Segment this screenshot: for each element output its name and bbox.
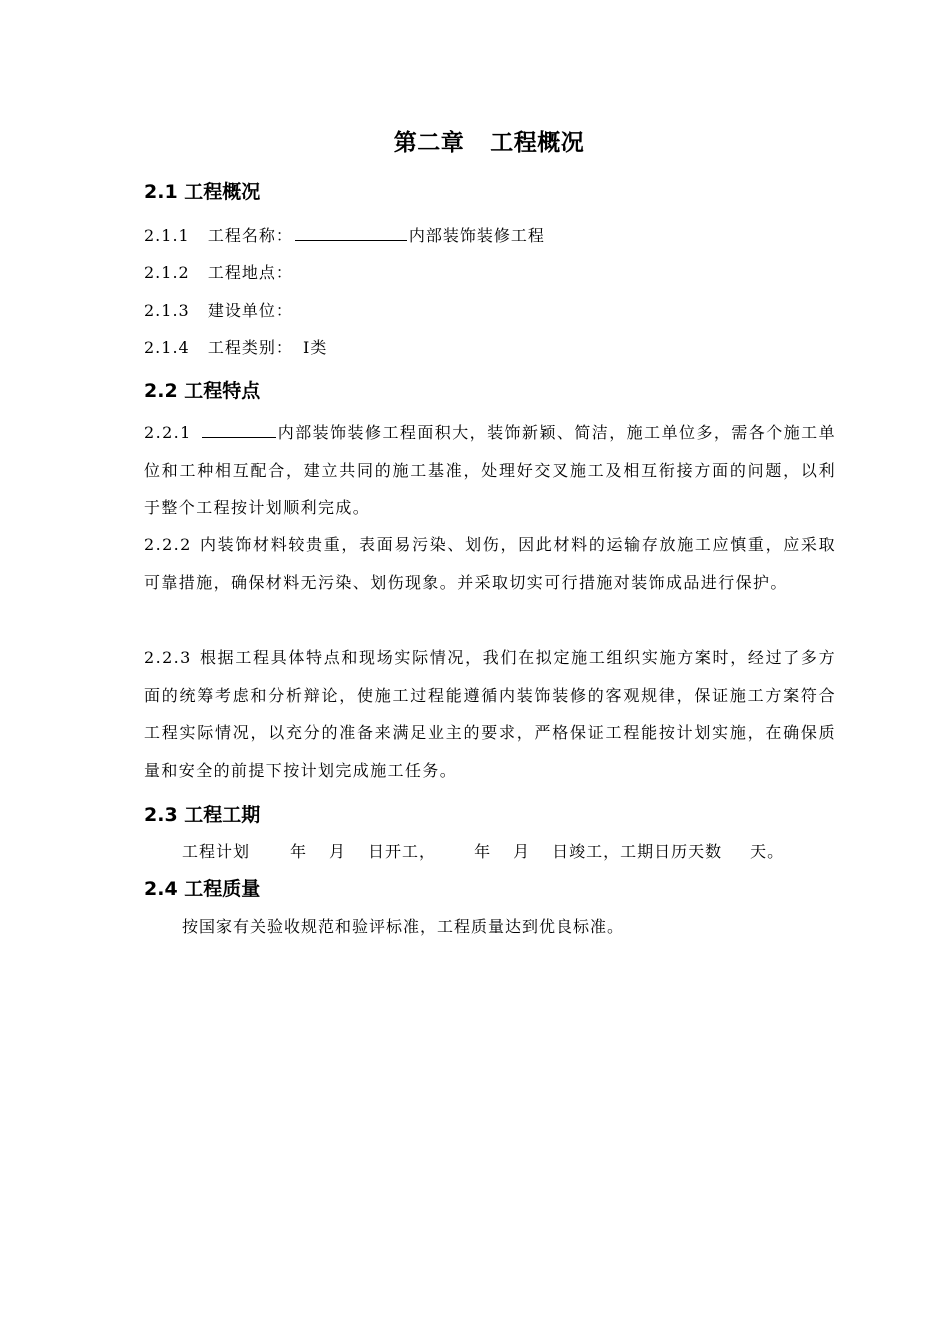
section-2-1-heading: 2.1 工程概况 [144,181,261,203]
item-2-1-3 [144,298,293,321]
item-label: 工程类别： [207,338,293,357]
start-year-label: 年 [290,842,308,861]
project-category-value: Ⅰ类 [303,338,328,357]
chapter-title [0,124,950,157]
item-2-1-2 [144,260,293,283]
item-number: 2.1.3 [144,301,190,320]
section-2-4-heading: 2.4 工程质量 [144,878,261,900]
section-2-3-heading: 2.3 工程工期 [144,804,261,826]
days-unit: 天。 [750,842,785,861]
blank-underline [295,225,407,241]
start-month-label: 月 [329,842,347,861]
item-number: 2.1.1 [144,226,190,245]
blank-underline [202,422,276,438]
end-month-label: 月 [513,842,531,861]
paragraph-text: 根据工程具体特点和现场实际情况，我们在拟定施工组织实施方案时，经过了多方面的统筹考虑和分析辩论，使施工过程能遵循内装饰装修的客观规律，保证施工方案符合工程实际情况，以充分的准备来满足业主的要求，严格保证工程能按计划实施，在确保质量和安全的前提下按计划完成施工任务。 [144,648,836,780]
project-name-value: 内部装饰装修工程 [408,226,545,245]
paragraph-text: 内装饰材料较贵重，表面易污染、划伤，因此材料的运输存放施工应慎重，应采取可靠措施，确保材料无污染、划伤现象。并采取切实可行措施对装饰成品进行保护。 [144,535,836,592]
section-2-2-heading: 2.2 工程特点 [144,380,261,402]
end-day-label: 日竣工，工期日历天数 [552,842,723,861]
chapter-number: 第二章 [393,130,465,156]
paragraph-2-2-2 [144,526,836,601]
item-2-1-1 [144,223,545,246]
item-label: 工程地点： [207,263,293,282]
paragraph-text: 内部装饰装修工程面积大，装饰新颖、简洁，施工单位多，需各个施工单位和工种相互配合，建立共同的施工基准，处理好交叉施工及相互衔接方面的问题，以利于整个工程按计划顺利完成。 [144,423,836,517]
paragraph-2-2-3 [144,639,836,789]
paragraph-number: 2.2.2 [144,535,192,554]
item-number: 2.1.4 [144,338,190,357]
start-day-label: 日开工， [368,842,437,861]
item-label: 工程名称： [207,226,293,245]
paragraph-number: 2.2.1 [144,423,192,442]
paragraph-number: 2.2.3 [144,648,192,667]
schedule-line [182,839,784,862]
item-number: 2.1.2 [144,263,190,282]
chapter-name: 工程概况 [490,130,585,156]
item-2-1-4 [144,335,327,358]
schedule-lead: 工程计划 [182,842,251,861]
item-label: 建设单位： [207,301,293,320]
end-year-label: 年 [474,842,492,861]
paragraph-2-2-1 [144,414,836,527]
quality-text: 按国家有关验收规范和验评标准，工程质量达到优良标准。 [182,917,625,936]
